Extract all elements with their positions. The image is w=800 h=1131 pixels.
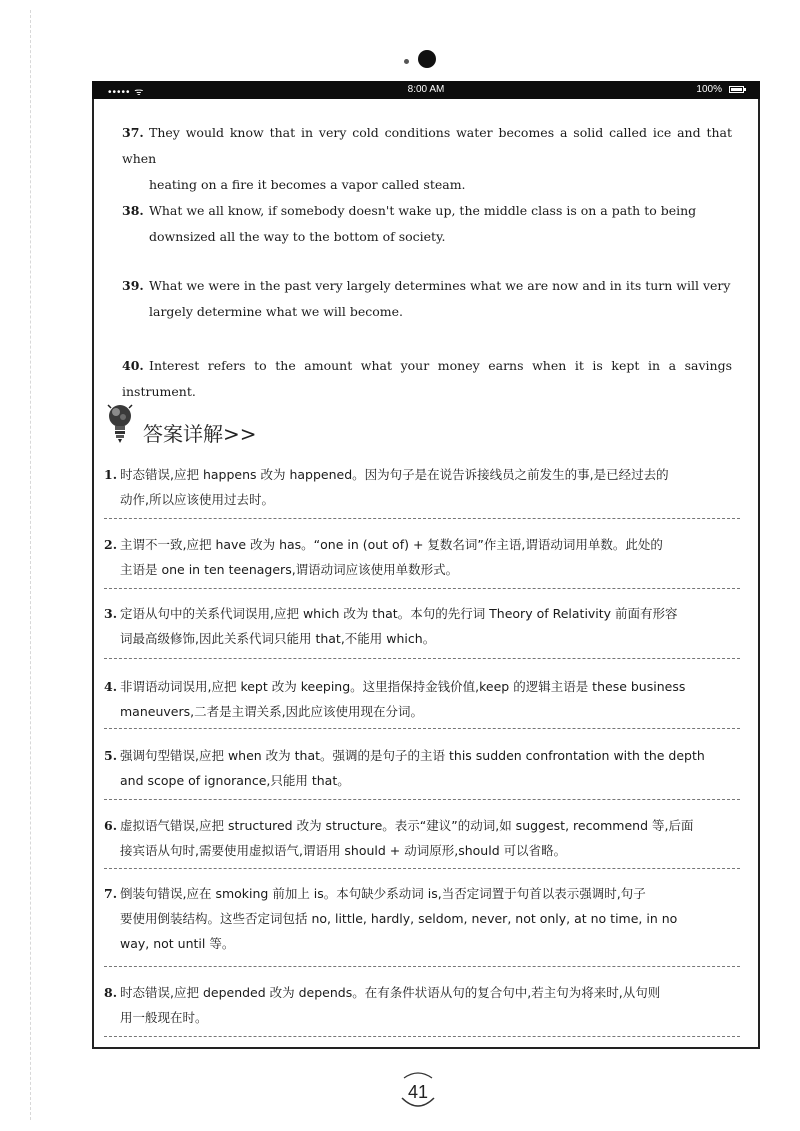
exercise-text: What we were in the past very largely determines what we are now and in its turn will very bbox=[149, 278, 731, 293]
exercise-number: 37. bbox=[122, 125, 144, 140]
answer-text-cont: 接宾语从句时,需要使用虚拟语气,谓语用 should + 动词原形,should 可以省略。 bbox=[120, 843, 567, 858]
answer-section-title: 答案详解>> bbox=[143, 422, 257, 446]
exercise-text: They would know that in very cold conditions water becomes a solid called ice and that when bbox=[122, 125, 732, 166]
answer-text-cont: 动作,所以应该使用过去时。 bbox=[120, 492, 274, 507]
dashed-divider bbox=[104, 799, 740, 800]
answer-text-cont: 词最高级修饰,因此关系代词只能用 that,不能用 which。 bbox=[120, 631, 436, 646]
exercise-item bbox=[122, 273, 732, 325]
dashed-divider bbox=[104, 1036, 740, 1037]
answer-number: 7. bbox=[104, 886, 118, 901]
exercise-number: 39. bbox=[122, 278, 144, 293]
page-number-badge bbox=[396, 1068, 440, 1112]
exercise-text-cont: largely determine what we will become. bbox=[149, 304, 404, 319]
answer-item bbox=[104, 462, 740, 512]
dashed-divider bbox=[104, 658, 740, 659]
exercise-item bbox=[122, 198, 732, 250]
exercise-number: 38. bbox=[122, 203, 144, 218]
exercise-text-cont: downsized all the way to the bottom of society. bbox=[149, 229, 446, 244]
answer-text-cont: 用一般现在时。 bbox=[120, 1010, 208, 1025]
answer-text: 时态错误,应把 happens 改为 happened。因为句子是在说告诉接线员之前发生的事,是已经过去的 bbox=[120, 467, 669, 482]
answer-item bbox=[104, 532, 740, 582]
page-number: 41 bbox=[407, 1082, 429, 1102]
sensor-dot bbox=[404, 59, 409, 64]
lightbulb-icon bbox=[105, 402, 135, 446]
dashed-divider bbox=[104, 588, 740, 589]
exercise-item bbox=[122, 353, 732, 405]
answer-number: 4. bbox=[104, 679, 118, 694]
margin-guide bbox=[30, 10, 31, 1120]
camera-dot bbox=[418, 50, 436, 68]
answer-text: 虚拟语气错误,应把 structured 改为 structure。表示“建议”的动词,如 suggest, recommend 等,后面 bbox=[120, 818, 694, 833]
answer-text: 倒装句错误,应在 smoking 前加上 is。本句缺少系动词 is,当否定词置于句首以表示强调时,句子 bbox=[120, 886, 646, 901]
answer-text: 非谓语动词误用,应把 kept 改为 keeping。这里指保持金钱价值,keep 的逻辑主语是 these business bbox=[120, 679, 686, 694]
dashed-divider bbox=[104, 728, 740, 729]
signal-indicator: ••••• ᯤ bbox=[108, 87, 145, 98]
answer-number: 8. bbox=[104, 985, 118, 1000]
answer-text-cont: maneuvers,二者是主谓关系,因此应该使用现在分词。 bbox=[120, 704, 424, 719]
answer-item bbox=[104, 743, 740, 793]
answer-text: 时态错误,应把 depended 改为 depends。在有条件状语从句的复合句中,若主句为将来时,从句则 bbox=[120, 985, 661, 1000]
answer-item bbox=[104, 980, 740, 1030]
battery-icon bbox=[729, 86, 744, 93]
exercise-number: 40. bbox=[122, 358, 144, 373]
answer-number: 6. bbox=[104, 818, 118, 833]
exercise-text: What we all know, if somebody doesn't wake up, the middle class is on a path to being bbox=[149, 203, 697, 218]
answer-text: 主谓不一致,应把 have 改为 has。“one in (out of) + 复数名词”作主语,谓语动词用单数。此处的 bbox=[120, 537, 663, 552]
answer-section-header bbox=[105, 402, 405, 446]
answer-text: 定语从句中的关系代词误用,应把 which 改为 that。本句的先行词 Theory of Relativity 前面有形容 bbox=[120, 606, 678, 621]
answer-text-cont: 主语是 one in ten teenagers,谓语动词应该使用单数形式。 bbox=[120, 562, 459, 577]
exercise-text-cont: heating on a fire it becomes a vapor called steam. bbox=[149, 177, 466, 192]
answer-text-cont: way, not until 等。 bbox=[120, 936, 235, 951]
answer-item bbox=[104, 601, 740, 651]
answer-text-cont: and scope of ignorance,只能用 that。 bbox=[120, 773, 350, 788]
exercise-item bbox=[122, 120, 732, 198]
answer-text-cont: 要使用倒装结构。这些否定词包括 no, little, hardly, seldom, never, not only, at no time, in no bbox=[120, 911, 678, 926]
answer-item bbox=[104, 674, 740, 724]
answer-item bbox=[104, 813, 740, 863]
answer-number: 5. bbox=[104, 748, 118, 763]
status-bar bbox=[92, 81, 760, 99]
answer-text: 强调句型错误,应把 when 改为 that。强调的是句子的主语 this sudden confrontation with the depth bbox=[120, 748, 705, 763]
answer-number: 1. bbox=[104, 467, 118, 482]
battery-percentage: 100% bbox=[696, 84, 722, 95]
dashed-divider bbox=[104, 868, 740, 869]
status-time: 8:00 AM bbox=[407, 84, 445, 95]
dashed-divider bbox=[104, 518, 740, 519]
exercise-text: Interest refers to the amount what your money earns when it is kept in a savings instrument. bbox=[122, 358, 732, 399]
answer-item bbox=[104, 881, 740, 956]
answer-number: 2. bbox=[104, 537, 118, 552]
dashed-divider bbox=[104, 966, 740, 967]
answer-number: 3. bbox=[104, 606, 118, 621]
